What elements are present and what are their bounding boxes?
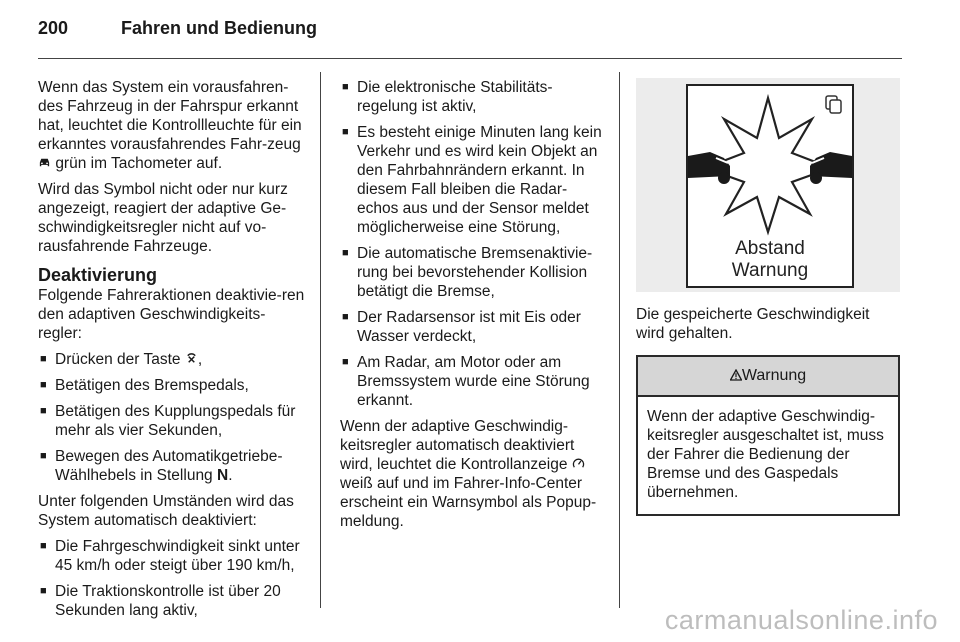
display-line-1: Abstand: [735, 238, 805, 259]
page-header: [38, 18, 317, 39]
paragraph-symbol-not-shown: Wird das Symbol nicht oder nur kurz angezeigt, reagiert der adaptive Ge-schwindigkeitsregler nicht auf vo-rausfahrende Fahrzeuge.: [38, 181, 288, 255]
warning-box: [636, 355, 900, 516]
list-item: ■ Der Radarsensor ist mit Eis oder Wasser verdeckt,: [340, 308, 608, 346]
list-item: ■ Die Traktionskontrolle ist über 20 Sekunden lang aktiv,: [38, 582, 306, 620]
warning-header: [638, 357, 898, 397]
header-divider: [38, 58, 902, 59]
column-divider-2: [619, 72, 620, 608]
column-1: [38, 78, 306, 627]
list-item: ■ Betätigen des Bremspedals,: [38, 376, 306, 395]
vehicle-ahead-icon: [38, 156, 51, 169]
paragraph-vehicle-detected: Wenn das System ein vorausfahren-des Fahrzeug in der Fahrspur erkannt hat, leuchtet die Kontrollleuchte für ein erkanntes vorausfahrendes Fahr-zeug grün im Tachometer auf.: [38, 79, 302, 172]
paragraph-speed-held: Die gespeicherte Geschwindigkeit wird gehalten.: [636, 306, 870, 342]
column-3: [636, 78, 900, 516]
display-line-2: Warnung: [731, 260, 809, 281]
section-heading-deactivation: Deaktivierung: [38, 265, 158, 285]
list-item: ■ Bewegen des Automatikgetriebe-Wählhebels in Stellung N.: [38, 447, 306, 485]
paragraph-auto-deactivation: Unter folgenden Umständen wird das System automatisch deaktiviert:: [38, 493, 294, 529]
paragraph-deactivated-indicator: Wenn der adaptive Geschwindig-keitsregler automatisch deaktiviert wird, leuchtet die Kontrollanzeige weiß auf und im Fahrer-Info-Center erscheint ein Warnsymbol als Popup-meldung.: [340, 418, 597, 530]
list-item: ■ Die Fahrgeschwindigkeit sinkt unter 45 km/h oder steigt über 190 km/h,: [38, 537, 306, 575]
cruise-control-icon: [572, 457, 585, 470]
warning-icon: [730, 369, 742, 381]
list-item: ■ Drücken der Taste ,: [38, 350, 306, 369]
warning-text: Wenn der adaptive Geschwindig-keitsregler ausgeschaltet ist, muss der Fahrer die Bedienung der Bremse und des Gaspedals übernehmen.: [647, 408, 884, 501]
car-left-icon: [688, 152, 730, 184]
distance-warning-illustration: [636, 78, 900, 292]
column-divider-1: [320, 72, 321, 608]
car-right-icon: [810, 152, 852, 184]
list-auto-deactivation: [38, 537, 306, 620]
page-title: Fahren und Bedienung: [121, 18, 318, 38]
list-item: ■ Am Radar, am Motor oder am Bremssystem wurde eine Störung erkannt.: [340, 353, 608, 410]
cruise-cancel-icon: [185, 352, 198, 365]
list-item: ■ Es besteht einige Minuten lang kein Verkehr und es wird kein Objekt an den Fahrbahnrändern erkannt. In diesem Fall bleiben die Radar-echos aus und der Sensor meldet möglicherweise eine Störung,: [340, 123, 608, 237]
watermark: carmanualsonline.info: [664, 605, 938, 635]
copy-icon: [826, 96, 841, 113]
list-item: ■ Die elektronische Stabilitäts-regelung ist aktiv,: [340, 78, 608, 116]
list-driver-actions: [38, 350, 306, 485]
paragraph-driver-actions: Folgende Fahreraktionen deaktivie-ren den adaptiven Geschwindigkeits-regler:: [38, 287, 305, 342]
list-item: ■ Die automatische Bremsenaktivie-rung bei bevorstehender Kollision betätigt die Bremse,: [340, 244, 608, 301]
page-number: 200: [38, 18, 69, 38]
list-item: ■ Betätigen des Kupplungspedals für mehr als vier Sekunden,: [38, 402, 306, 440]
driver-info-display: [686, 84, 854, 288]
list-auto-deactivation-continued: [340, 78, 608, 410]
column-2: [340, 78, 608, 538]
warning-title: Warnung: [741, 367, 807, 384]
